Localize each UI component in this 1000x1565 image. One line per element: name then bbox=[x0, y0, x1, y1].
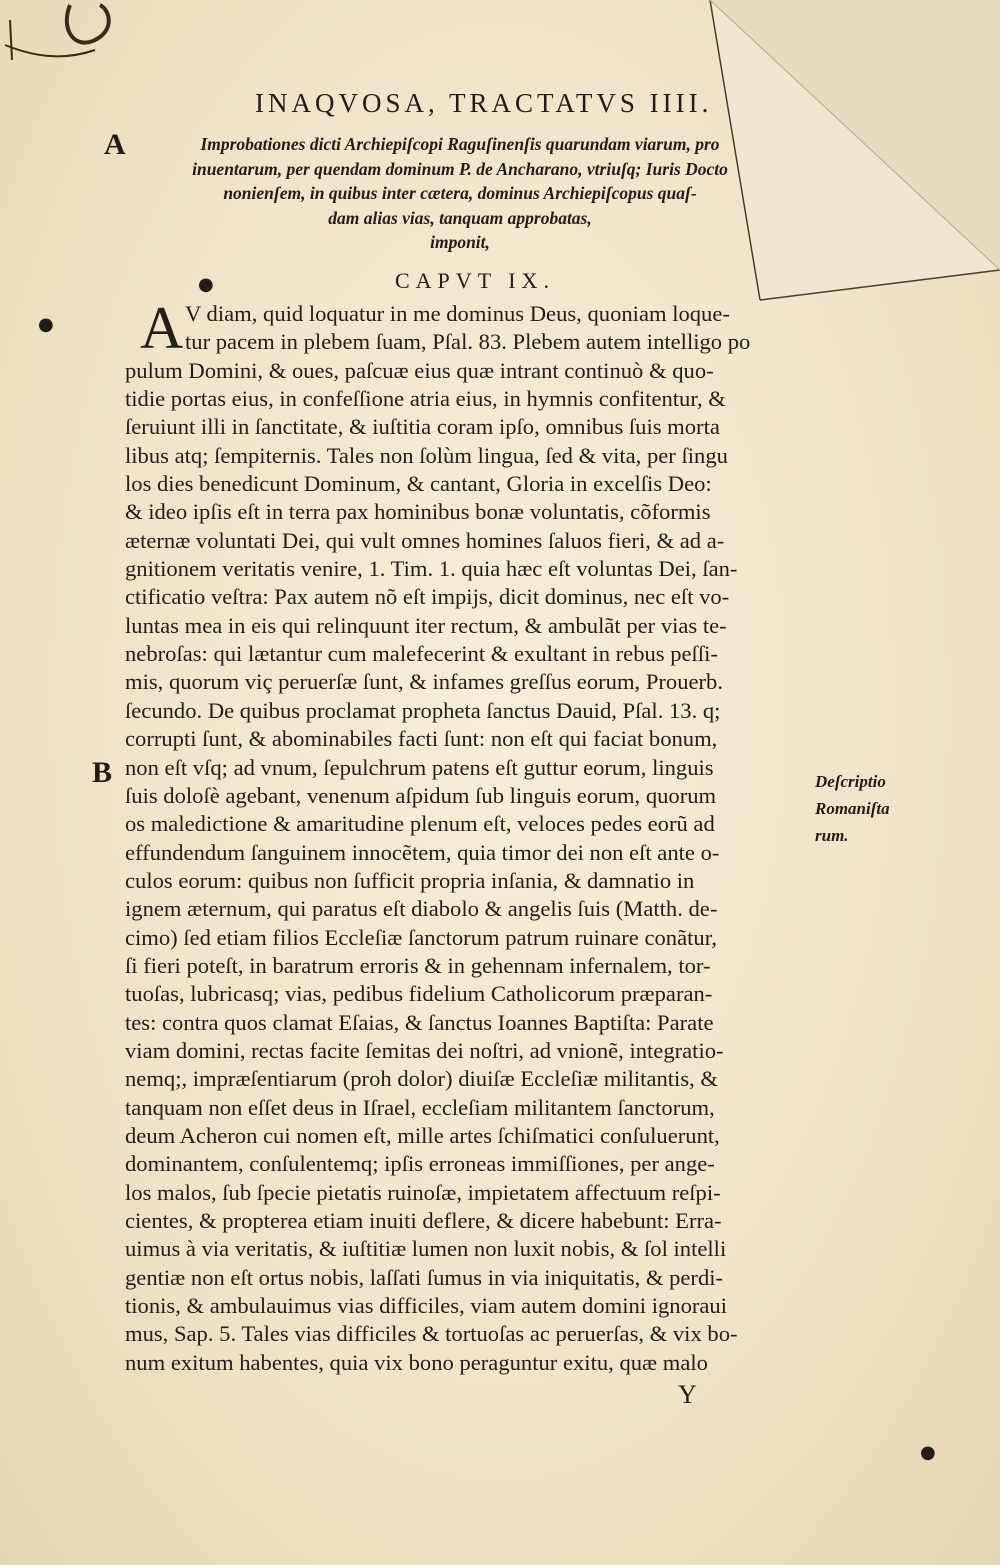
body-line: æternæ voluntati Dei, qui vult omnes homines ſaluos fieri, & ad a- bbox=[125, 527, 725, 553]
chapter-summary bbox=[150, 132, 770, 255]
marginal-note bbox=[815, 768, 890, 849]
body-line: ctificatio veſtra: Pax autem nõ eſt impijs, dicit dominus, nec eſt vo- bbox=[125, 584, 730, 610]
bullet-mark: ● bbox=[198, 274, 214, 295]
body-line: libus atq; ſempiternis. Tales non ſolùm lingua, ſed & vita, per ſingu bbox=[125, 442, 728, 468]
summary-line: nonienſem, in quibus inter cætera, dominus Archiepiſcopus quaſ- bbox=[223, 183, 697, 203]
body-line: effundendum ſanguinem innocẽtem, quia timor dei non eſt ante o- bbox=[125, 839, 720, 865]
body-line: nemq;, impræſentiarum (proh dolor) diuiſæ Eccleſiæ militantis, & bbox=[125, 1066, 718, 1092]
body-line: los malos, ſub ſpecie pietatis ruinoſæ, impietatem affectuum reſpi- bbox=[125, 1179, 721, 1205]
drop-cap: A bbox=[140, 295, 184, 361]
signature-mark: Y bbox=[678, 1380, 697, 1409]
body-line: & ideo ipſis eſt in terra pax hominibus bonæ voluntatis, cõformis bbox=[125, 499, 711, 525]
body-line: luntas mea in eis qui relinquunt iter rectum, & ambulãt per vias te- bbox=[125, 612, 727, 638]
ink-flourish-mark bbox=[0, 0, 140, 80]
bullet-mark: ● bbox=[38, 314, 54, 335]
body-line: ſecundo. De quibus proclamat propheta ſanctus Dauid, Pſal. 13. q; bbox=[125, 697, 721, 723]
body-line: mus, Sap. 5. Tales vias difficiles & tortuoſas ac peruerſas, & vix bo- bbox=[125, 1321, 738, 1347]
body-line: tidie portas eius, in confeſſione atria eius, in hymnis confitentur, & bbox=[125, 386, 726, 412]
body-line: culos eorum: quibus non ſufficit propria inſania, & damnatio in bbox=[125, 867, 695, 893]
body-line: gentiæ non eſt ortus nobis, laſſati ſumus in via iniquitatis, & perdi- bbox=[125, 1264, 724, 1290]
body-line: pulum Domini, & oues, paſcuæ eius quæ intrant continuò & quo- bbox=[125, 357, 714, 383]
body-line: cimo) ſed etiam filios Eccleſiæ ſanctorum patrum ruinare conãtur, bbox=[125, 924, 717, 950]
marginal-note-line: Deſcriptio bbox=[815, 772, 886, 791]
body-line: corrupti ſunt, & abominabiles facti ſunt: non eſt qui faciat bonum, bbox=[125, 726, 718, 752]
body-line: dominantem, conſulentemq; ipſis erroneas immiſſiones, per ange- bbox=[125, 1151, 715, 1177]
body-line: tur pacem in plebem ſuam, Pſal. 83. Plebem autem intelligo po bbox=[185, 329, 751, 355]
body-line: ſi fieri poteſt, in baratrum erroris & in gehennam infernalem, tor- bbox=[125, 952, 711, 978]
summary-line: inuentarum, per quendam dominum P. de Ancharano, vtriuſq; Iuris Docto bbox=[192, 158, 728, 179]
body-line: tes: contra quos clamat Eſaias, & ſanctus Ioannes Baptiſta: Parate bbox=[125, 1009, 714, 1035]
body-line: non eſt vſq; ad vnum, ſepulchrum patens eſt guttur eorum, linguis bbox=[125, 754, 714, 780]
body-line: ſuis doloſè agebant, venenum aſpidum ſub linguis eorum, quorum bbox=[125, 782, 717, 808]
body-line: gnitionem veritatis venire, 1. Tim. 1. quia hæc eſt voluntas Dei, ſan- bbox=[125, 556, 738, 582]
chapter-heading: CAPVT IX. bbox=[395, 268, 555, 293]
body-line: tionis, & ambulauimus vias difficiles, viam autem domini ignoraui bbox=[125, 1293, 727, 1319]
body-line: ignem æternum, qui paratus eſt diabolo & angelis ſuis (Matth. de- bbox=[125, 896, 718, 922]
body-line: os maledictione & amaritudine plenum eſt, veloces pedes eorũ ad bbox=[125, 811, 715, 837]
body-line: cientes, & propterea etiam inuiti deflere, & dicere habebunt: Erra- bbox=[125, 1208, 722, 1233]
summary-line: Improbationes dicti Archiepiſcopi Raguſinenſis quarundam viarum, pro bbox=[200, 134, 720, 154]
marginal-note-line: rum. bbox=[815, 826, 849, 845]
bullet-mark: ● bbox=[920, 1442, 936, 1463]
running-head: INAQVOSA, TRACTATVS IIII. bbox=[255, 88, 713, 118]
body-line: nebroſas: qui lætantur cum malefecerint & exultant in rebus peſſi- bbox=[125, 641, 718, 667]
body-line: V diam, quid loquatur in me dominus Deus, quoniam loque- bbox=[185, 301, 730, 326]
summary-line: imponit, bbox=[430, 232, 490, 252]
body-line: tanquam non eſſet deus in Iſrael, eccleſiam militantem ſanctorum, bbox=[125, 1094, 715, 1120]
summary-line: dam alias vias, tanquam approbatas, bbox=[328, 207, 592, 228]
margin-letter-a: A bbox=[104, 128, 126, 161]
body-line: deum Acheron cui nomen eſt, mille artes ſchiſmatici conſuluerunt, bbox=[125, 1122, 720, 1148]
body-line: tuoſas, lubricasq; vias, pedibus fidelium Catholicorum præparan- bbox=[125, 981, 713, 1007]
body-text bbox=[125, 295, 825, 1377]
marginal-note-line: Romaniſta bbox=[815, 799, 890, 818]
body-line: mis, quorum viç peruerſæ ſunt, & infames greſſus eorum, Prouerb. bbox=[125, 669, 723, 695]
body-line: ſeruiunt illi in ſanctitate, & iuſtitia coram ipſo, omnibus ſuis morta bbox=[125, 414, 720, 440]
body-line: los dies benedicunt Dominum, & cantant, Gloria in excelſis Deo: bbox=[125, 471, 712, 497]
margin-letter-b: B bbox=[92, 756, 113, 789]
body-line: num exitum habentes, quia vix bono peraguntur exitu, quæ malo bbox=[125, 1349, 708, 1375]
body-line: viam domini, rectas facite ſemitas dei noſtri, ad vnionẽ, integratio- bbox=[125, 1037, 724, 1063]
body-line: uimus à via veritatis, & iuſtitiæ lumen non luxit nobis, & ſol intelli bbox=[125, 1236, 727, 1262]
